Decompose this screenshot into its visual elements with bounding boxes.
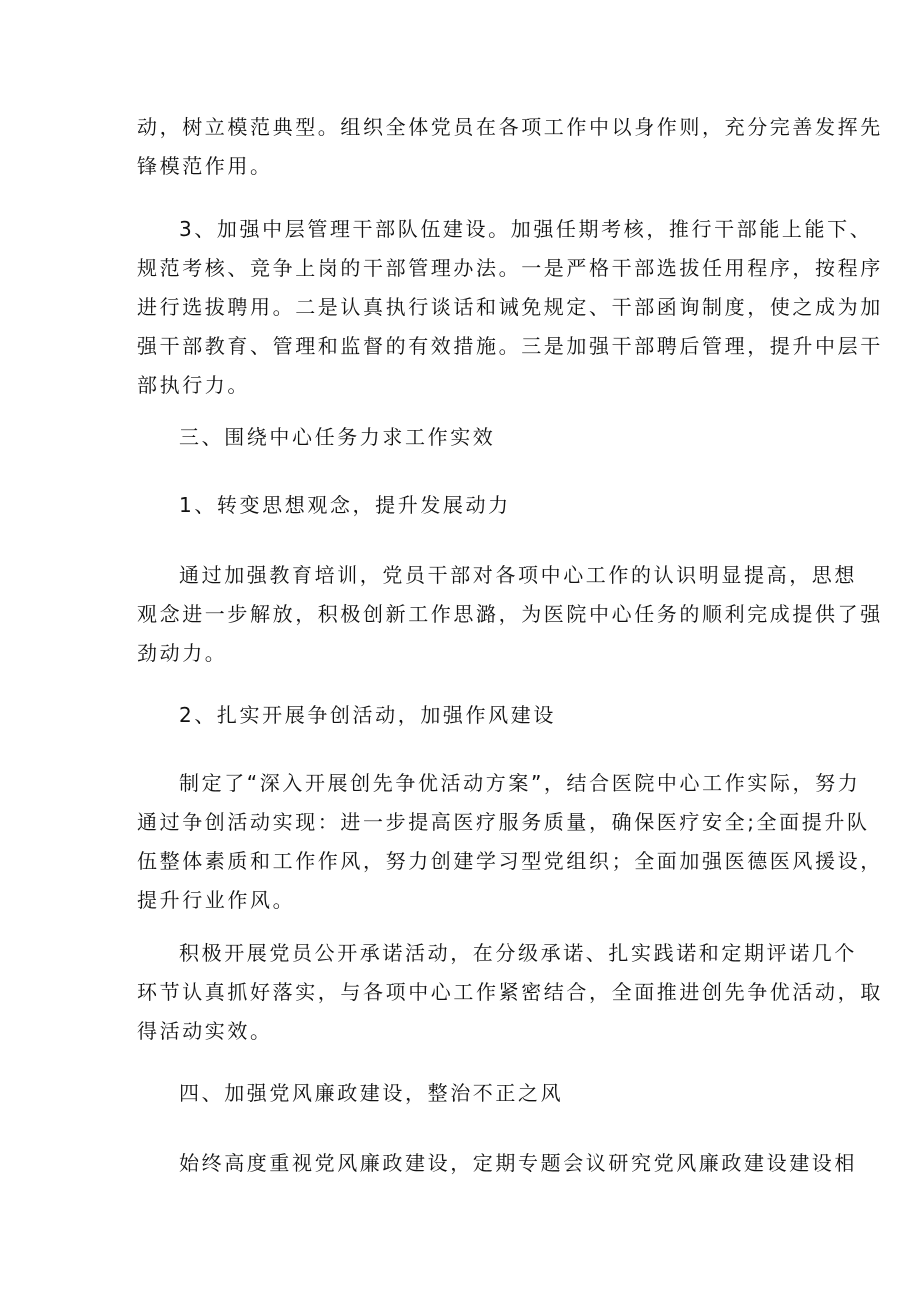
paragraph-3-3: [137, 934, 883, 1051]
text-line: 2、扎实开展争创活动，加强作风建设: [179, 703, 556, 727]
text-line: 环节认真抓好落实，与各项中心工作紧密结合，全面推进创先争优活动，取: [137, 980, 883, 1004]
text-line: 通过加强教育培训，党员干部对各项中心工作的认识明显提高，思想: [179, 563, 857, 587]
text-line: 三、围绕中心任务力求工作实效: [179, 425, 496, 449]
paragraph-4-1: [137, 1144, 857, 1183]
text-line: 动，树立模范典型。组织全体党员在各项工作中以身作则，充分完善发挥先: [137, 115, 883, 139]
section-heading-3: [137, 418, 787, 457]
text-line: 锋模范作用。: [137, 154, 273, 178]
text-line: 四、加强党风廉政建设，整治不正之风: [179, 1081, 564, 1105]
text-line: 3、加强中层管理干部队伍建设。加强任期考核，推行干部能上能下、: [179, 217, 873, 241]
text-line: 强干部教育、管理和监督的有效措施。三是加强干部聘后管理，提升中层干: [137, 334, 883, 358]
paragraph-1: [137, 108, 883, 186]
text-line: 通过争创活动实现：进一步提高医疗服务质量，确保医疗安全;全面提升队: [137, 810, 870, 834]
text-line: 部执行力。: [137, 373, 250, 397]
subheading-3-1: [137, 486, 787, 525]
text-line: 始终高度重视党风廉政建设，定期专题会议研究党风廉政建设建设相: [179, 1151, 857, 1175]
text-line: 伍整体素质和工作作风，努力创建学习型党组织；全面加强医德医风援设，: [137, 849, 883, 873]
text-line: 制定了“深入开展创先争优活动方案”，结合医院中心工作实际，努力: [179, 771, 861, 795]
text-line: 积极开展党员公开承诺活动，在分级承诺、扎实践诺和定期评诺几个: [179, 941, 857, 965]
text-line: 提升行业作风。: [137, 888, 296, 912]
text-line: 规范考核、竞争上岗的干部管理办法。一是严格干部选拔任用程序，按程序: [137, 256, 883, 280]
paragraph-2: [137, 210, 883, 405]
section-heading-4: [137, 1074, 787, 1113]
text-line: 进行选拔聘用。二是认真执行谈话和诫免规定、干部函询制度，使之成为加: [137, 295, 883, 319]
text-line: 1、转变思想观念，提升发展动力: [179, 493, 511, 517]
text-line: 得活动实效。: [137, 1019, 273, 1043]
paragraph-3-2: [137, 764, 883, 920]
subheading-3-2: [137, 696, 787, 735]
text-line: 观念进一步解放，积极创新工作思潞，为医院中心任务的顺利完成提供了强: [137, 602, 883, 626]
paragraph-3-1: [137, 556, 883, 673]
text-line: 劲动力。: [137, 641, 228, 665]
